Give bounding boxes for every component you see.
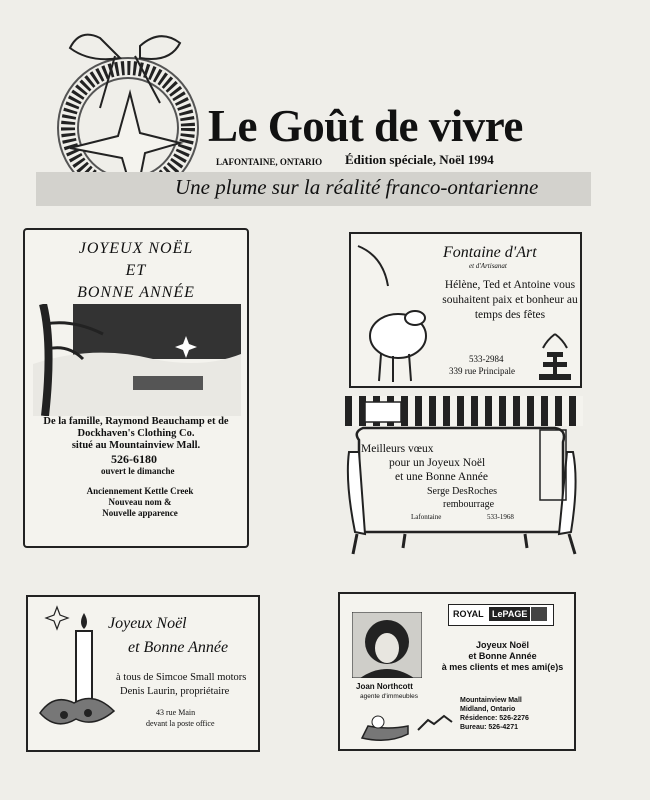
line1: Meilleurs vœux	[361, 443, 434, 455]
greeting-line2: et Bonne Année	[468, 651, 537, 661]
line2: pour un Joyeux Noël	[389, 457, 486, 469]
phone: 533-2984	[469, 354, 504, 364]
address-line1: 43 rue Main	[156, 708, 196, 717]
sheep-illustration	[353, 236, 437, 386]
masthead-edition: Édition spéciale, Noël 1994	[345, 152, 494, 167]
masthead-location: LAFONTAINE, ONTARIO	[216, 157, 323, 167]
address: 339 rue Principale	[449, 366, 515, 376]
agent-name: Joan Northcott	[356, 682, 413, 691]
winter-scene-illustration	[33, 304, 241, 416]
message-line3: temps des fêtes	[474, 309, 546, 321]
shop-subtitle: et d'Artisanat	[469, 262, 507, 270]
agent-title: agente d'immeubles	[360, 693, 418, 700]
body-line1: De la famille, Raymond Beauchamp et de	[43, 416, 229, 427]
phone: 533-1968	[487, 513, 514, 521]
message-line2: souhaitent paix et bonheur au	[442, 294, 578, 306]
town: Lafontaine	[411, 513, 442, 521]
ad-fontaine	[349, 232, 582, 388]
masthead-tagline: Une plume sur la réalité franco-ontarienne	[175, 175, 539, 199]
body-line3: situé au Mountainview Mall.	[71, 440, 201, 451]
ad-desroches	[345, 396, 583, 562]
name: Serge DesRoches	[427, 486, 498, 497]
greeting-line3: à mes clients et mes ami(e)s	[441, 662, 564, 672]
office-phone: Bureau: 526-4271	[460, 724, 518, 731]
message-line1: Hélène, Ted et Antoine vous	[444, 279, 576, 291]
logo-mark	[531, 607, 547, 621]
office-line2: Midland, Ontario	[460, 706, 516, 713]
former-name: Anciennement Kettle Creek	[86, 486, 194, 496]
greeting-line2: et Bonne Année	[128, 639, 229, 656]
logo-right: LePAGE	[489, 607, 530, 621]
sleigh-illustration	[358, 708, 458, 744]
body-line1: à tous de Simcoe Small motors	[116, 672, 247, 683]
greeting-line1: Joyeux Noël	[108, 615, 187, 632]
ad-royal-lepage	[338, 592, 576, 751]
new-look: Nouvelle apparence	[102, 508, 178, 518]
ad-simcoe	[26, 595, 260, 752]
greeting-line1: Joyeux Noël	[475, 640, 530, 650]
line3: et une Bonne Année	[395, 471, 488, 483]
body-line2: Denis Laurin, propriétaire	[120, 686, 230, 697]
masthead-title: Le Goût de vivre	[208, 101, 523, 151]
candle-holly-illustration	[34, 603, 118, 745]
greeting-line3: BONNE ANNÉE	[77, 284, 195, 301]
new-name: Nouveau nom &	[108, 497, 172, 507]
trade: rembourrage	[443, 499, 495, 510]
fountain-icon	[537, 330, 573, 382]
ad-beauchamp	[23, 228, 249, 548]
hours: ouvert le dimanche	[101, 466, 175, 476]
greeting-line1: JOYEUX NOËL	[78, 240, 194, 257]
office-line1: Mountainview Mall	[460, 697, 522, 704]
residence-phone: Résidence: 526-2276	[460, 715, 529, 722]
agent-photo	[352, 612, 422, 678]
address-line2: devant la poste office	[146, 719, 215, 728]
phone: 526-6180	[111, 452, 157, 466]
logo-left: ROYAL	[453, 609, 484, 619]
body-line2: Dockhaven's Clothing Co.	[77, 428, 195, 439]
shop-name: Fontaine d'Art	[443, 244, 537, 261]
greeting-line2: ET	[125, 262, 147, 279]
royal-lepage-logo	[448, 604, 554, 626]
